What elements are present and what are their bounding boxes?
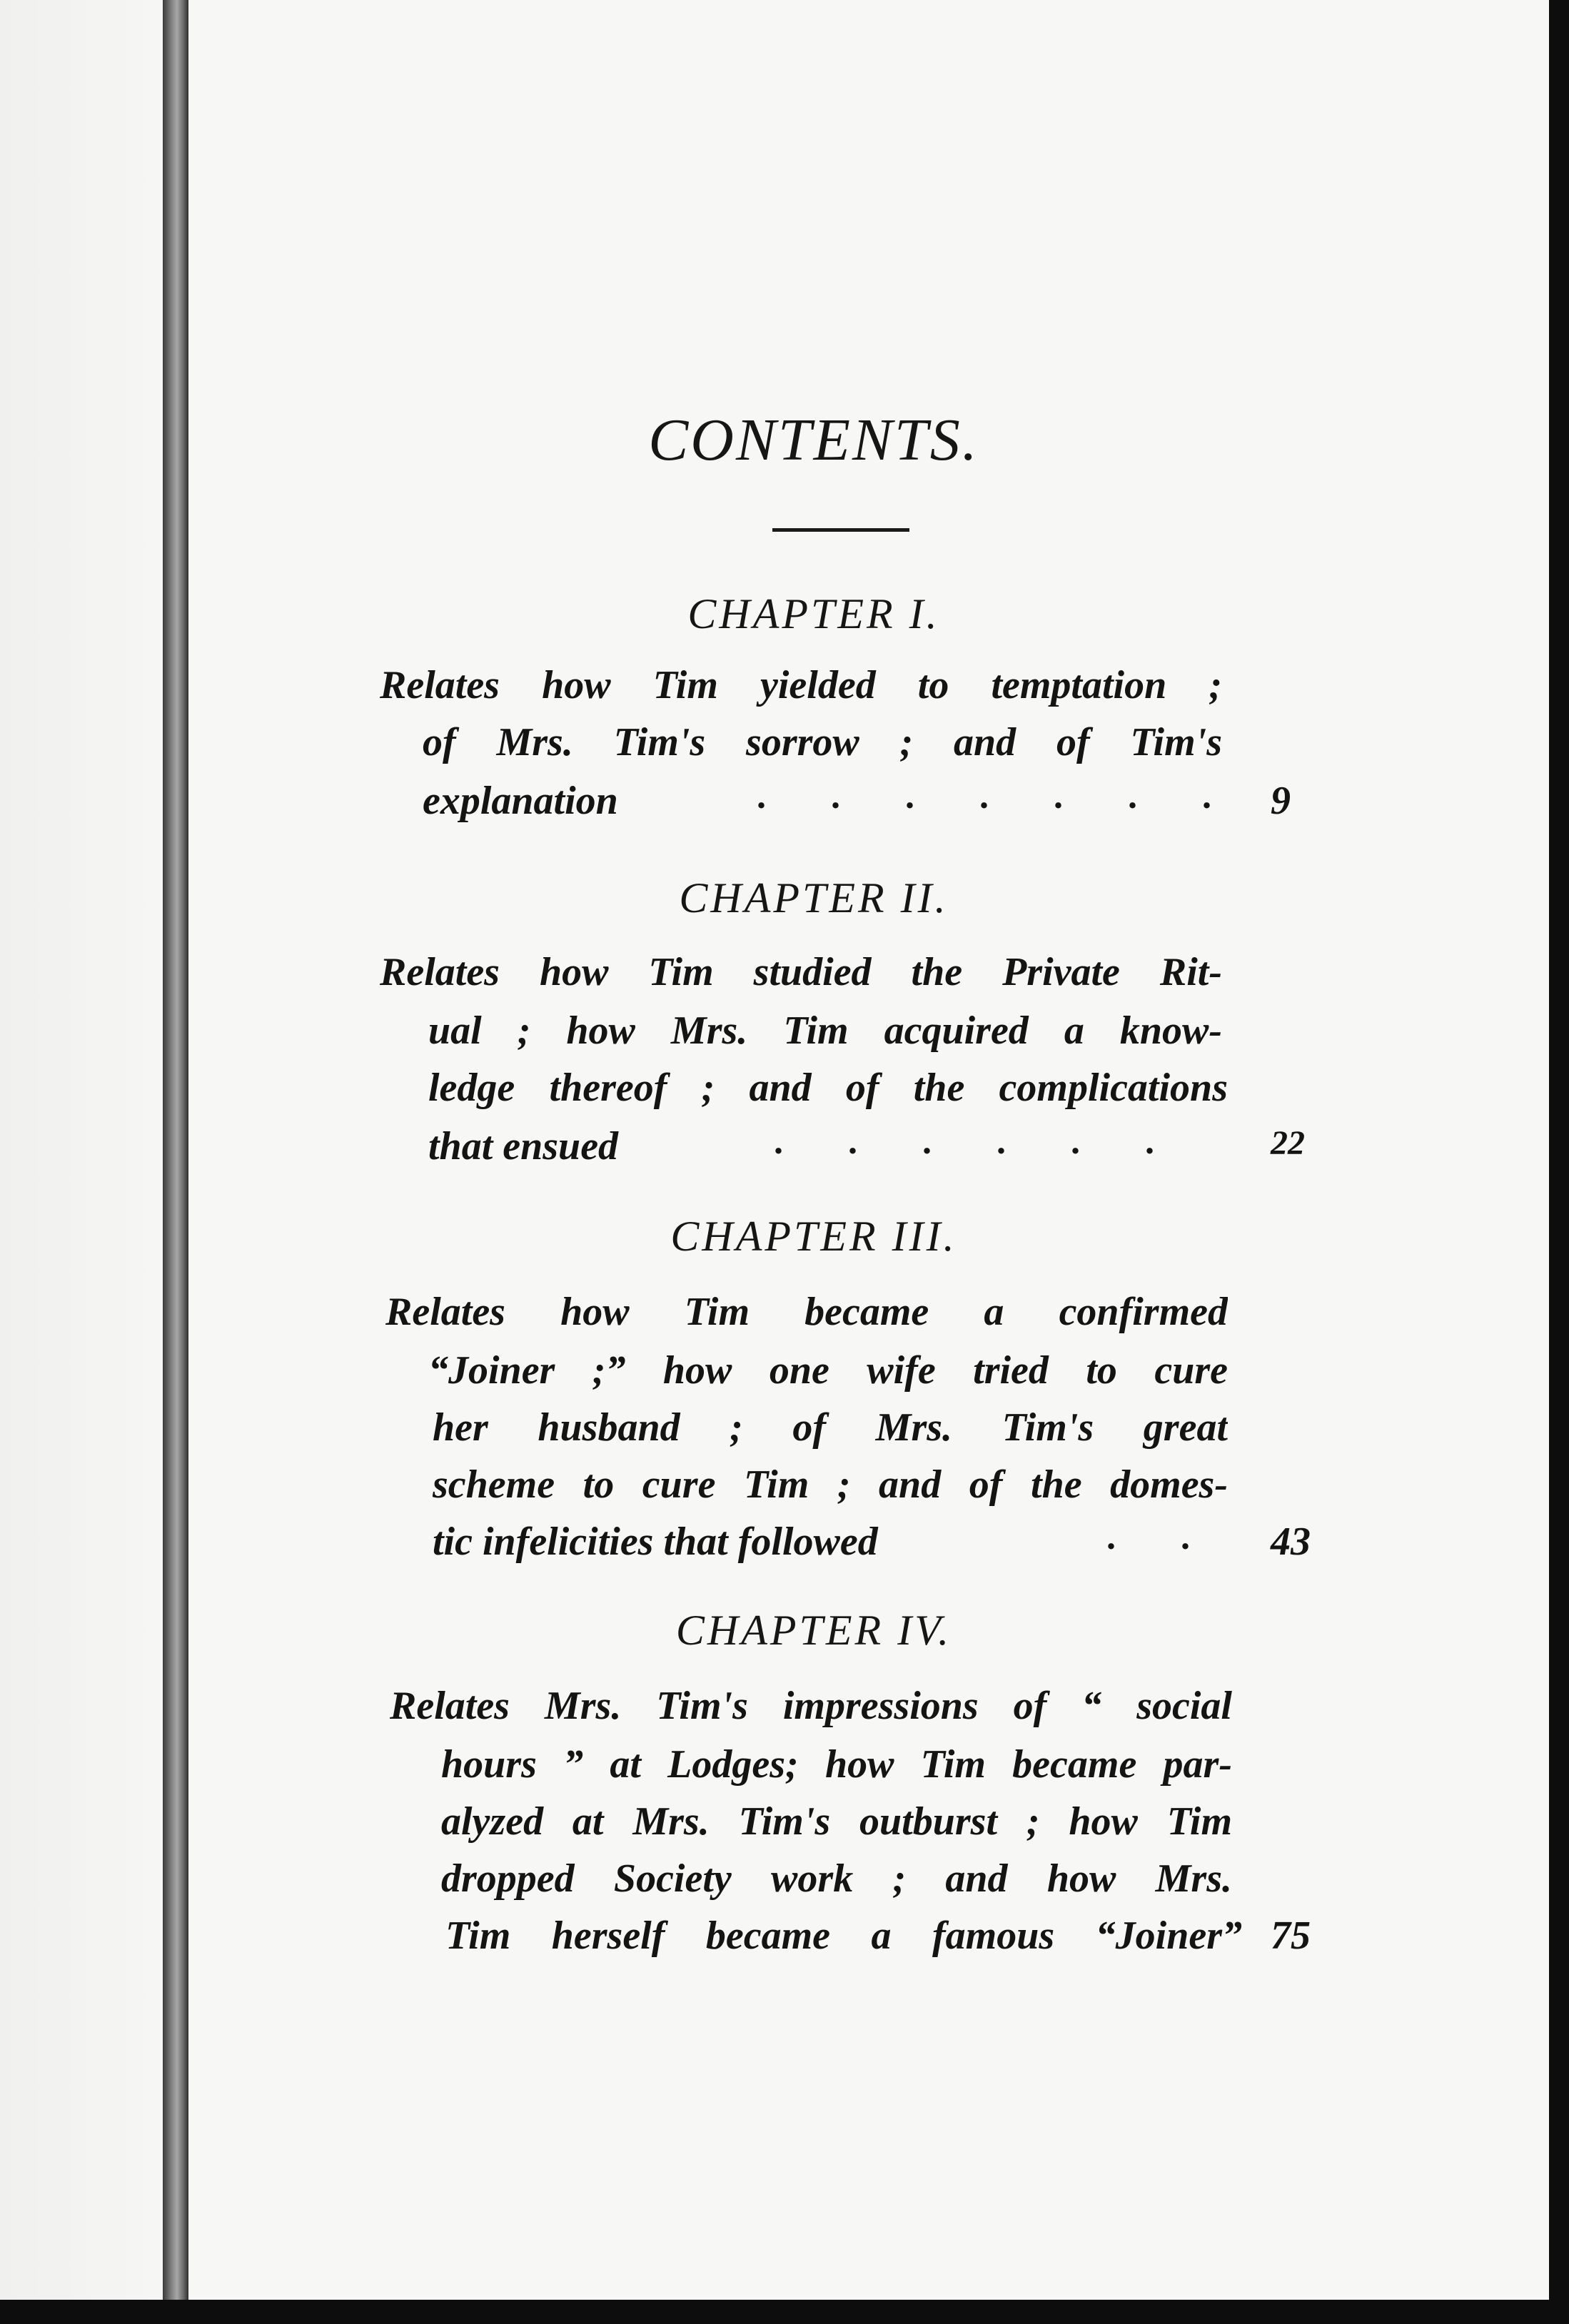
chapter-3-line-4: scheme to cure Tim ; and of the domes- — [433, 1462, 1228, 1507]
chapter-1-heading: CHAPTER I. — [687, 590, 940, 637]
scan-bottom-border — [0, 2300, 1569, 2324]
chapter-4-line-2: hours ” at Lodges; how Tim became par- — [441, 1742, 1232, 1787]
chapter-3-line-5: tic infelicities that followed — [433, 1520, 878, 1564]
chapter-4-page-number: 75 — [1271, 1914, 1311, 1958]
chapter-1-line-1: Relates how Tim yielded to temptation ; — [380, 663, 1222, 707]
chapter-1-dot-leader: . . . . . . . — [757, 776, 1211, 817]
chapter-3-line-3: her husband ; of Mrs. Tim's great — [433, 1405, 1228, 1450]
chapter-1-page-number: 9 — [1271, 779, 1291, 823]
chapter-4-heading: CHAPTER IV. — [675, 1607, 952, 1654]
chapter-4-line-4: dropped Society work ; and how Mrs. — [441, 1856, 1232, 1901]
chapter-2-line-4: that ensued — [428, 1124, 619, 1168]
chapter-4-line-5: Tim herself became a famous “Joiner” — [445, 1914, 1242, 1958]
chapter-3-page-number: 43 — [1271, 1520, 1311, 1564]
chapter-3-line-2: “Joiner ;” how one wife tried to cure — [428, 1348, 1228, 1393]
chapter-2-page-number: 22 — [1271, 1124, 1305, 1162]
left-margin — [0, 0, 163, 2300]
chapter-3-dot-leader: . . — [1106, 1517, 1190, 1557]
chapter-1-line-2: of Mrs. Tim's sorrow ; and of Tim's — [423, 720, 1222, 764]
chapter-2-line-2: ual ; how Mrs. Tim acquired a know- — [428, 1009, 1222, 1053]
chapter-2-dot-leader: . . . . . . — [774, 1121, 1154, 1162]
contents-title: CONTENTS. — [648, 407, 979, 473]
chapter-3-line-1: Relates how Tim became a confirmed — [385, 1290, 1228, 1334]
chapter-2-line-3: ledge thereof ; and of the complications — [428, 1066, 1228, 1110]
chapter-1-line-3: explanation — [423, 779, 618, 823]
book-binding-edge — [163, 0, 188, 2300]
chapter-3-heading: CHAPTER III. — [670, 1213, 957, 1260]
chapter-2-line-1: Relates how Tim studied the Private Rit- — [380, 950, 1222, 994]
chapter-2-heading: CHAPTER II. — [679, 874, 949, 921]
scan-right-border — [1549, 0, 1569, 2324]
title-rule-divider — [772, 528, 909, 532]
chapter-4-line-1: Relates Mrs. Tim's impressions of “ social — [390, 1684, 1232, 1728]
chapter-4-line-3: alyzed at Mrs. Tim's outburst ; how Tim — [441, 1799, 1232, 1844]
